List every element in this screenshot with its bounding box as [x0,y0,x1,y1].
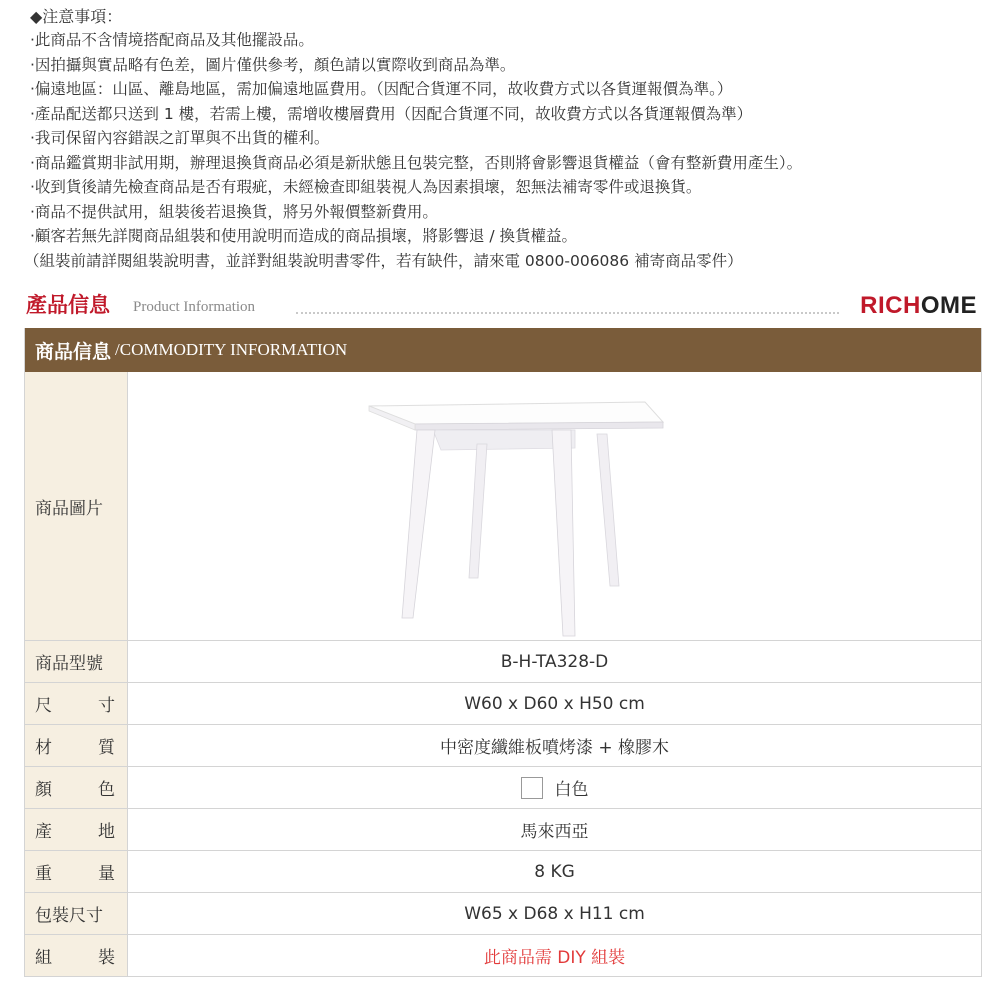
notice-item: ‧此商品不含情境搭配商品及其他擺設品。 [30,31,314,49]
color-swatch [521,777,543,799]
product-image-cell [128,372,981,640]
package-size-row [25,892,981,934]
model-value: B-H-TA328-D [500,651,609,672]
row-label [25,683,128,724]
label-char: 材 [35,738,52,758]
label-char: 顏 [35,780,52,800]
richome-logo [860,290,977,322]
label-char: 量 [98,864,115,884]
notice-item: ‧因拍攝與實品略有色差，圖片僅供參考，顏色請以實際收到商品為準。 [30,55,516,74]
label-char: 寸 [98,696,115,716]
size-value: W60 x D60 x H50 cm [464,693,645,714]
row-label: 包裝尺寸 [25,893,128,934]
weight-value: 8 KG [534,861,575,882]
label-char: 地 [98,822,115,842]
label-char: 重 [35,864,52,884]
label-char: 色 [98,780,115,800]
origin-row [25,808,981,850]
row-label [25,809,128,850]
white-table-image [345,372,765,640]
row-label: 商品型號 [25,641,128,682]
color-row [25,766,981,808]
color-value: 白色 [554,780,589,800]
notice-item: ‧產品配送都只送到 1 樓，若需上樓，需增收樓層費用（因配合貨運不同，故收費方式以各貨運報價為準） [30,104,753,123]
material-value: 中密度纖維板噴烤漆 + 橡膠木 [439,738,670,758]
notice-item: ‧商品不提供試用，組裝後若退換貨，將另外報價整新費用。 [30,202,438,221]
label-char: 裝 [98,948,115,968]
product-info-header [26,290,977,320]
origin-value: 馬來西亞 [520,822,589,842]
product-image-row [25,372,981,640]
logo-rich: RICH [860,292,921,319]
banner-title-zh: 商品信息 [35,340,112,363]
label-char: 產 [35,822,52,842]
row-label [25,725,128,766]
product-info-subtitle: Product Information [133,299,256,315]
label-char: 質 [98,738,115,758]
dotted-divider [296,312,839,314]
row-label: 商品圖片 [25,372,128,640]
label-char: 尺 [35,696,52,716]
color-value-cell [128,767,981,808]
notice-section [24,6,990,273]
product-info-title: 產品信息 [26,293,110,317]
commodity-info-table [24,328,982,977]
row-label [25,935,128,976]
model-row [25,640,981,682]
notice-item: ‧偏遠地區：山區、離島地區，需加偏遠地區費用。（因配合貨運不同，故收費方式以各貨運報價為準。） [30,80,733,98]
logo-ome: OME [920,292,977,319]
assembly-value: 此商品需 DIY 組裝 [483,948,626,968]
commodity-info-banner [25,328,981,372]
notice-item: ‧我司保留內容錯誤之訂單與不出貨的權利。 [30,129,330,147]
material-row [25,724,981,766]
notice-item: ‧商品鑑賞期非試用期，辦理退換貨商品必須是新狀態且包裝完整，否則將會影響退貨權益（會有整新費用產生）。 [30,153,803,172]
banner-title-en: /COMMODITY INFORMATION [115,340,348,359]
size-row [25,682,981,724]
notice-item: ‧顧客若無先詳閱商品組裝和使用說明而造成的商品損壞，將影響退 / 換貨權益。 [30,227,578,245]
notice-title: ◆注意事項： [30,7,123,26]
package-size-value: W65 x D68 x H11 cm [464,903,645,924]
assembly-row [25,934,981,976]
row-label [25,767,128,808]
assembly-notice: （組裝前請詳閱組裝說明書，並詳對組裝說明書零件，若有缺件，請來電 0800-006086 補寄商品零件） [24,251,743,270]
label-char: 組 [35,948,52,968]
notice-item: ‧收到貨後請先檢查商品是否有瑕疵，未經檢查即組裝視人為因素損壞，恕無法補寄零件或退換貨。 [30,178,702,196]
row-label [25,851,128,892]
weight-row [25,850,981,892]
